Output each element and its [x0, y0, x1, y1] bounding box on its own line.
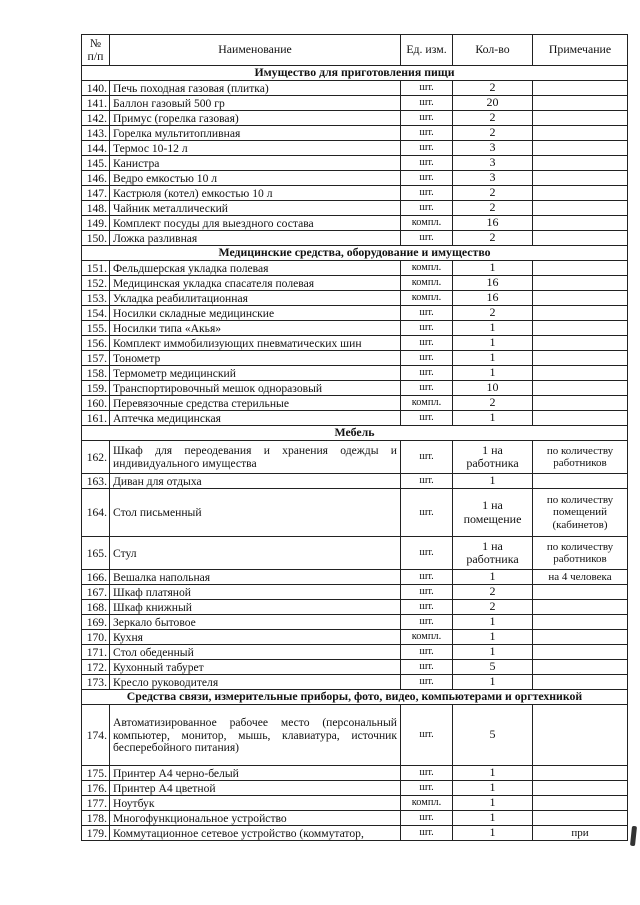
item-note	[533, 585, 628, 600]
header-name: Наименование	[110, 35, 401, 66]
item-unit: шт.	[401, 171, 453, 186]
item-quantity: 3	[453, 156, 533, 171]
item-note	[533, 645, 628, 660]
item-note	[533, 600, 628, 615]
item-note	[533, 336, 628, 351]
item-quantity: 1	[453, 321, 533, 336]
item-unit: шт.	[401, 585, 453, 600]
item-unit: шт.	[401, 645, 453, 660]
table-row	[82, 96, 628, 111]
row-number: 173.	[82, 675, 110, 690]
item-note	[533, 231, 628, 246]
item-unit: компл.	[401, 396, 453, 411]
item-note	[533, 615, 628, 630]
row-number: 143.	[82, 126, 110, 141]
item-note	[533, 321, 628, 336]
item-unit: шт.	[401, 141, 453, 156]
row-number: 150.	[82, 231, 110, 246]
table-row	[82, 291, 628, 306]
row-number: 141.	[82, 96, 110, 111]
item-quantity: 1 на помещение	[453, 489, 533, 537]
item-name: Носилки типа «Акья»	[110, 321, 401, 336]
table-row	[82, 615, 628, 630]
item-name: Зеркало бытовое	[110, 615, 401, 630]
table-row	[82, 171, 628, 186]
item-unit: шт.	[401, 321, 453, 336]
item-name: Ноутбук	[110, 796, 401, 811]
item-note	[533, 766, 628, 781]
row-number: 172.	[82, 660, 110, 675]
item-unit: шт.	[401, 570, 453, 585]
table-row	[82, 537, 628, 570]
item-unit: шт.	[401, 474, 453, 489]
item-unit: шт.	[401, 537, 453, 570]
table-row	[82, 705, 628, 766]
item-note	[533, 381, 628, 396]
item-unit: шт.	[401, 111, 453, 126]
item-note	[533, 351, 628, 366]
item-quantity: 1	[453, 351, 533, 366]
item-name: Стол обеденный	[110, 645, 401, 660]
row-number: 140.	[82, 81, 110, 96]
item-unit: шт.	[401, 336, 453, 351]
section-title: Средства связи, измерительные приборы, фото, видео, компьютерами и оргтехникой	[82, 690, 628, 705]
item-note	[533, 660, 628, 675]
table-row	[82, 630, 628, 645]
item-quantity: 10	[453, 381, 533, 396]
item-note	[533, 675, 628, 690]
section-row	[82, 426, 628, 441]
table-row	[82, 811, 628, 826]
item-note	[533, 474, 628, 489]
item-quantity: 1	[453, 474, 533, 489]
item-note	[533, 141, 628, 156]
item-quantity: 1	[453, 570, 533, 585]
table-row	[82, 660, 628, 675]
table-body	[82, 66, 628, 841]
item-quantity: 16	[453, 291, 533, 306]
row-number: 171.	[82, 645, 110, 660]
item-quantity: 1	[453, 261, 533, 276]
document-page	[81, 34, 627, 841]
table-row	[82, 474, 628, 489]
item-unit: шт.	[401, 766, 453, 781]
table-row	[82, 336, 628, 351]
row-number: 148.	[82, 201, 110, 216]
margin-mark	[630, 826, 637, 846]
item-name: Медицинская укладка спасателя полевая	[110, 276, 401, 291]
item-name: Фельдшерская укладка полевая	[110, 261, 401, 276]
row-number: 154.	[82, 306, 110, 321]
table-header-row	[82, 35, 628, 66]
item-note: при	[533, 826, 628, 841]
item-unit: компл.	[401, 216, 453, 231]
table-row	[82, 600, 628, 615]
item-name: Укладка реабилитационная	[110, 291, 401, 306]
table-row	[82, 675, 628, 690]
item-name: Автоматизированное рабочее место (персональный компьютер, монитор, мышь, клавиатура, источник бесперебойного питания)	[110, 705, 401, 766]
item-name: Шкаф платяной	[110, 585, 401, 600]
item-unit: компл.	[401, 291, 453, 306]
item-quantity: 2	[453, 111, 533, 126]
item-name: Кресло руководителя	[110, 675, 401, 690]
row-number: 145.	[82, 156, 110, 171]
item-note	[533, 630, 628, 645]
item-unit: шт.	[401, 126, 453, 141]
section-title: Медицинские средства, оборудование и имущество	[82, 246, 628, 261]
row-number: 159.	[82, 381, 110, 396]
table-row	[82, 489, 628, 537]
item-unit: шт.	[401, 156, 453, 171]
item-note	[533, 411, 628, 426]
item-name: Многофункциональное устройство	[110, 811, 401, 826]
item-note	[533, 171, 628, 186]
item-note	[533, 216, 628, 231]
row-number: 142.	[82, 111, 110, 126]
table-row	[82, 411, 628, 426]
item-name: Термос 10-12 л	[110, 141, 401, 156]
item-name: Термометр медицинский	[110, 366, 401, 381]
item-name: Аптечка медицинская	[110, 411, 401, 426]
item-note	[533, 156, 628, 171]
table-row	[82, 126, 628, 141]
table-row	[82, 351, 628, 366]
row-number: 155.	[82, 321, 110, 336]
header-unit: Ед. изм.	[401, 35, 453, 66]
item-quantity: 1	[453, 630, 533, 645]
table-row	[82, 156, 628, 171]
item-name: Ведро емкостью 10 л	[110, 171, 401, 186]
row-number: 169.	[82, 615, 110, 630]
table-row	[82, 441, 628, 474]
item-name: Шкаф для переодевания и хранения одежды и индивидуального имущества	[110, 441, 401, 474]
section-title: Имущество для приготовления пищи	[82, 66, 628, 81]
item-quantity: 2	[453, 585, 533, 600]
item-quantity: 1	[453, 645, 533, 660]
row-number: 166.	[82, 570, 110, 585]
item-quantity: 1 на работника	[453, 441, 533, 474]
table-row	[82, 201, 628, 216]
row-number: 151.	[82, 261, 110, 276]
item-name: Канистра	[110, 156, 401, 171]
item-unit: шт.	[401, 600, 453, 615]
table-row	[82, 261, 628, 276]
item-name: Чайник металлический	[110, 201, 401, 216]
item-name: Примус (горелка газовая)	[110, 111, 401, 126]
item-note	[533, 111, 628, 126]
item-unit: шт.	[401, 96, 453, 111]
item-name: Кухня	[110, 630, 401, 645]
item-quantity: 2	[453, 600, 533, 615]
item-quantity: 1	[453, 615, 533, 630]
item-name: Ложка разливная	[110, 231, 401, 246]
item-unit: шт.	[401, 615, 453, 630]
table-row	[82, 141, 628, 156]
table-row	[82, 781, 628, 796]
row-number: 160.	[82, 396, 110, 411]
table-row	[82, 826, 628, 841]
item-quantity: 1 на работника	[453, 537, 533, 570]
item-name: Комплект посуды для выездного состава	[110, 216, 401, 231]
item-note	[533, 306, 628, 321]
item-note	[533, 126, 628, 141]
table-row	[82, 321, 628, 336]
item-quantity: 2	[453, 306, 533, 321]
item-name: Принтер А4 черно-белый	[110, 766, 401, 781]
item-quantity: 1	[453, 675, 533, 690]
item-note	[533, 186, 628, 201]
item-name: Горелка мультитопливная	[110, 126, 401, 141]
row-number: 165.	[82, 537, 110, 570]
table-row	[82, 645, 628, 660]
row-number: 144.	[82, 141, 110, 156]
item-note: по количеству работников	[533, 537, 628, 570]
item-quantity: 5	[453, 705, 533, 766]
item-unit: шт.	[401, 381, 453, 396]
item-quantity: 3	[453, 171, 533, 186]
table-row	[82, 81, 628, 96]
header-num: № п/п	[82, 35, 110, 66]
item-unit: шт.	[401, 186, 453, 201]
item-unit: шт.	[401, 489, 453, 537]
item-name: Вешалка напольная	[110, 570, 401, 585]
item-name: Баллон газовый 500 гр	[110, 96, 401, 111]
item-quantity: 16	[453, 216, 533, 231]
item-unit: шт.	[401, 351, 453, 366]
table-row	[82, 111, 628, 126]
table-row	[82, 216, 628, 231]
item-note	[533, 396, 628, 411]
header-note: Примечание	[533, 35, 628, 66]
item-note	[533, 201, 628, 216]
item-quantity: 2	[453, 81, 533, 96]
header-qty: Кол-во	[453, 35, 533, 66]
item-unit: шт.	[401, 81, 453, 96]
inventory-table	[81, 34, 628, 841]
item-unit: компл.	[401, 630, 453, 645]
table-row	[82, 396, 628, 411]
item-note	[533, 366, 628, 381]
item-name: Носилки складные медицинские	[110, 306, 401, 321]
item-note	[533, 81, 628, 96]
item-name: Стул	[110, 537, 401, 570]
section-row	[82, 690, 628, 705]
item-unit: компл.	[401, 276, 453, 291]
item-unit: шт.	[401, 705, 453, 766]
table-row	[82, 766, 628, 781]
section-title: Мебель	[82, 426, 628, 441]
table-row	[82, 585, 628, 600]
item-unit: шт.	[401, 660, 453, 675]
item-note	[533, 811, 628, 826]
item-quantity: 2	[453, 126, 533, 141]
table-row	[82, 306, 628, 321]
item-unit: шт.	[401, 811, 453, 826]
item-note	[533, 781, 628, 796]
item-name: Перевязочные средства стерильные	[110, 396, 401, 411]
table-row	[82, 231, 628, 246]
row-number: 176.	[82, 781, 110, 796]
row-number: 177.	[82, 796, 110, 811]
item-quantity: 2	[453, 396, 533, 411]
item-note	[533, 291, 628, 306]
item-quantity: 2	[453, 231, 533, 246]
item-quantity: 1	[453, 826, 533, 841]
item-name: Стол письменный	[110, 489, 401, 537]
table-row	[82, 186, 628, 201]
item-name: Печь походная газовая (плитка)	[110, 81, 401, 96]
row-number: 162.	[82, 441, 110, 474]
item-name: Принтер А4 цветной	[110, 781, 401, 796]
item-quantity: 1	[453, 766, 533, 781]
row-number: 157.	[82, 351, 110, 366]
item-name: Кухонный табурет	[110, 660, 401, 675]
item-quantity: 20	[453, 96, 533, 111]
item-quantity: 1	[453, 796, 533, 811]
item-note: по количеству помещений (кабинетов)	[533, 489, 628, 537]
row-number: 156.	[82, 336, 110, 351]
item-name: Шкаф книжный	[110, 600, 401, 615]
row-number: 163.	[82, 474, 110, 489]
item-quantity: 2	[453, 201, 533, 216]
row-number: 146.	[82, 171, 110, 186]
table-row	[82, 381, 628, 396]
row-number: 174.	[82, 705, 110, 766]
item-quantity: 1	[453, 811, 533, 826]
item-note	[533, 796, 628, 811]
row-number: 170.	[82, 630, 110, 645]
table-row	[82, 570, 628, 585]
item-unit: шт.	[401, 826, 453, 841]
row-number: 167.	[82, 585, 110, 600]
item-name: Кастрюля (котел) емкостью 10 л	[110, 186, 401, 201]
section-row	[82, 66, 628, 81]
item-note	[533, 276, 628, 291]
item-note: на 4 человека	[533, 570, 628, 585]
item-note: по количеству работников	[533, 441, 628, 474]
row-number: 175.	[82, 766, 110, 781]
item-quantity: 5	[453, 660, 533, 675]
row-number: 153.	[82, 291, 110, 306]
item-quantity: 16	[453, 276, 533, 291]
item-unit: шт.	[401, 781, 453, 796]
item-quantity: 2	[453, 186, 533, 201]
item-name: Коммутационное сетевое устройство (коммутатор,	[110, 826, 401, 841]
row-number: 161.	[82, 411, 110, 426]
item-unit: шт.	[401, 675, 453, 690]
row-number: 152.	[82, 276, 110, 291]
item-name: Тонометр	[110, 351, 401, 366]
item-unit: шт.	[401, 231, 453, 246]
row-number: 149.	[82, 216, 110, 231]
item-unit: шт.	[401, 441, 453, 474]
item-unit: шт.	[401, 366, 453, 381]
row-number: 179.	[82, 826, 110, 841]
row-number: 178.	[82, 811, 110, 826]
row-number: 147.	[82, 186, 110, 201]
item-name: Комплект иммобилизующих пневматических шин	[110, 336, 401, 351]
item-quantity: 1	[453, 411, 533, 426]
table-row	[82, 366, 628, 381]
item-note	[533, 705, 628, 766]
item-unit: шт.	[401, 201, 453, 216]
table-row	[82, 796, 628, 811]
row-number: 164.	[82, 489, 110, 537]
item-quantity: 1	[453, 336, 533, 351]
row-number: 158.	[82, 366, 110, 381]
row-number: 168.	[82, 600, 110, 615]
item-quantity: 1	[453, 366, 533, 381]
table-row	[82, 276, 628, 291]
item-quantity: 1	[453, 781, 533, 796]
item-unit: компл.	[401, 796, 453, 811]
item-unit: шт.	[401, 306, 453, 321]
item-unit: компл.	[401, 261, 453, 276]
item-name: Диван для отдыха	[110, 474, 401, 489]
item-note	[533, 96, 628, 111]
item-quantity: 3	[453, 141, 533, 156]
section-row	[82, 246, 628, 261]
item-note	[533, 261, 628, 276]
item-name: Транспортировочный мешок одноразовый	[110, 381, 401, 396]
item-unit: шт.	[401, 411, 453, 426]
